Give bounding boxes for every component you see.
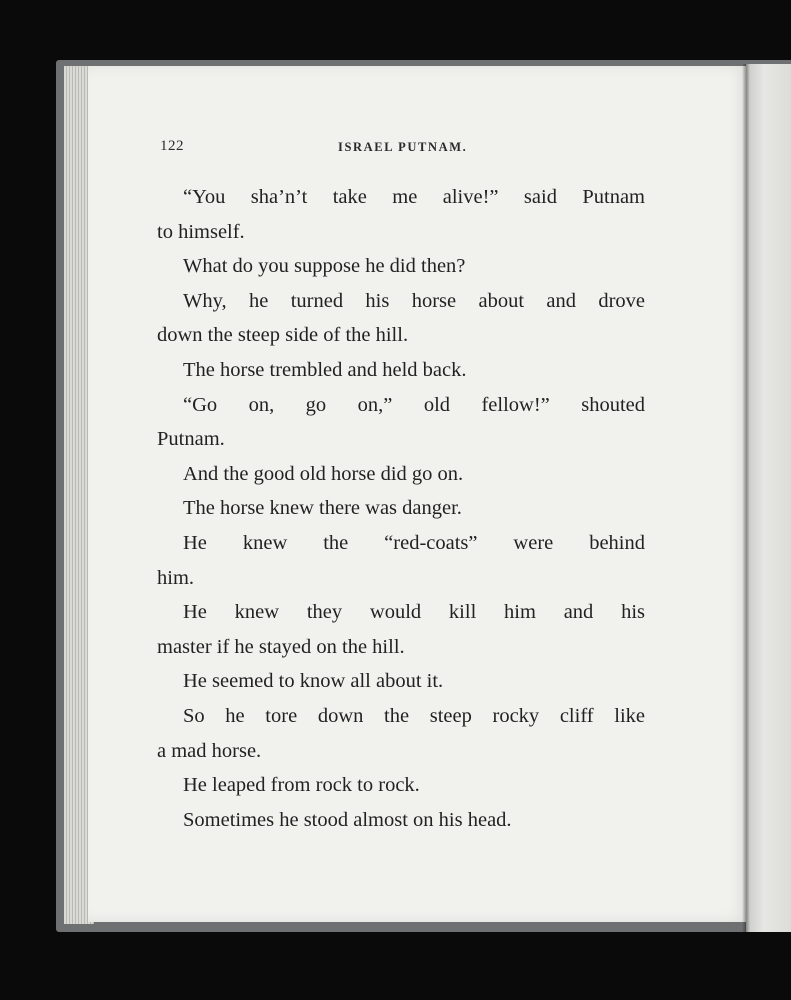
text-line: down the steep side of the hill. xyxy=(157,324,409,347)
text-line: a mad horse. xyxy=(157,739,262,762)
text-line: The horse knew there was danger. xyxy=(183,497,462,520)
text-line: master if he stayed on the hill. xyxy=(157,635,405,658)
text-line: “Go on, go on,” old fellow!” shouted xyxy=(183,393,645,416)
text-line: to himself. xyxy=(157,220,245,243)
page-number: 122 xyxy=(160,138,184,154)
text-line: Putnam. xyxy=(157,428,225,451)
text-line: “You sha’n’t take me alive!” said Putnam xyxy=(183,186,645,208)
text-line: He knew the “red-coats” were behind xyxy=(183,531,645,554)
body-text xyxy=(157,180,645,837)
text-line: He knew they would kill him and his xyxy=(183,601,645,624)
text-line: He seemed to know all about it. xyxy=(183,670,444,693)
text-line: So he tore down the steep rocky cliff like xyxy=(183,704,645,727)
text-line: He leaped from rock to rock. xyxy=(183,774,420,797)
text-line: The horse trembled and held back. xyxy=(183,358,467,381)
page-gutter xyxy=(742,64,750,932)
running-title: ISRAEL PUTNAM. xyxy=(338,140,468,154)
running-head xyxy=(160,138,644,158)
text-line: Sometimes he stood almost on his head. xyxy=(183,808,512,831)
text-line: Why, he turned his horse about and drove xyxy=(183,289,645,312)
text-line: What do you suppose he did then? xyxy=(183,255,466,278)
facing-page xyxy=(746,64,791,932)
text-line: And the good old horse did go on. xyxy=(183,462,464,485)
text-line: him. xyxy=(157,566,195,589)
